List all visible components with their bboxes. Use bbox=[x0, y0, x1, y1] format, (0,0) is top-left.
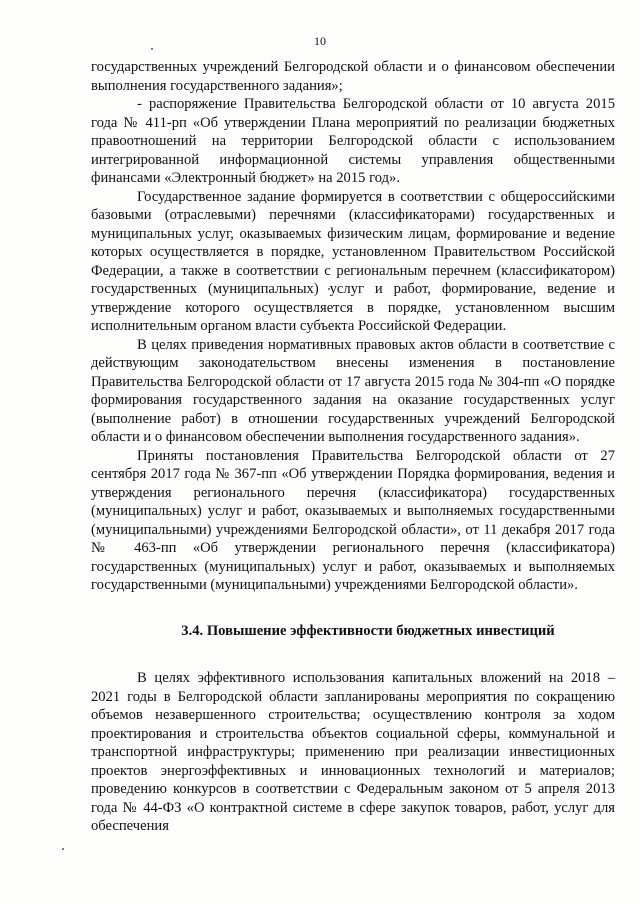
paragraph: - распоряжение Правительства Белгородской области от 10 августа 2015 года № 411-рп «Об утверждении Плана мероприятий по реализации бюджетных правоотношений на территории Белгородской области с использованием интегрированной информационной системы управления общественными финансами «Электронный бюджет» на 2015 год». bbox=[91, 96, 615, 186]
paragraph: В целях эффективного использования капитальных вложений на 2018 – 2021 годы в Белгородской области запланированы мероприятия по сокращению объемов незавершенного строительства; осуществлению контроля за ходом проектирования и строительства объектов социальной сферы, коммунальной и транспортной инфраструктуры; применению при реализации инвестиционных проектов энергоэффективных и инновационных технологий и материалов; проведению конкурсов в соответствии с Федеральным законом от 5 апреля 2013 года № 44-ФЗ «О контрактной системе в сфере закупок товаров, работ, услуг для обеспечения bbox=[91, 670, 615, 834]
paragraph: В целях приведения нормативных правовых актов области в соответствие с действующим законодательством внесены изменения в постановление Правительства Белгородской области от 17 августа 2015 года № 304-пп «О порядке формирования государственного задания на оказание государственных услуг (выполнение работ) в отношении государственных учреждений Белгородской области и о финансовом обеспечении выполнения государственного задания». bbox=[91, 336, 615, 445]
section-heading: 3.4. Повышение эффективности бюджетных инвестиций bbox=[181, 622, 555, 639]
scan-speck bbox=[62, 848, 64, 850]
scan-speck bbox=[151, 48, 153, 50]
paragraph: Приняты постановления Правительства Белгородской области от 27 сентября 2017 года № 367-пп «Об утверждении Порядка формирования, ведения и утверждения регионального перечня (классификатора) государственных (муниципальных) услуг и работ, оказываемых и выполняемых государственными (муниципальными) учреждениями Белгородской области», от 11 декабря 2017 года № 463-пп «Об утверждении регионального перечня (классификатора) государственных (муниципальных) услуг и работ, оказываемых и выполняемых государственными (муниципальными) учреждениями Белгородской области». bbox=[91, 447, 615, 593]
page-number: 10 bbox=[314, 34, 326, 48]
paragraph: государственных учреждений Белгородской области и о финансовом обеспечении выполнения государственного задания»; bbox=[91, 59, 615, 94]
document-body bbox=[91, 58, 615, 836]
paragraph: Государственное задание формируется в соответствии с общероссийскими базовыми (отраслевыми) перечнями (классификаторами) государственных и муниципальных услуг, оказываемых физическим лицам, формирование и ведение которых осуществляется в порядке, установленном Правительством Российской Федерации, а также в соответствии с региональным перечнем (классификатором) государственных (муниципальных) услуг и работ, формирование, ведение и утверждение которого осуществляется в порядке, установленном высшим исполнительным органом власти субъекта Российской Федерации. bbox=[91, 188, 615, 334]
